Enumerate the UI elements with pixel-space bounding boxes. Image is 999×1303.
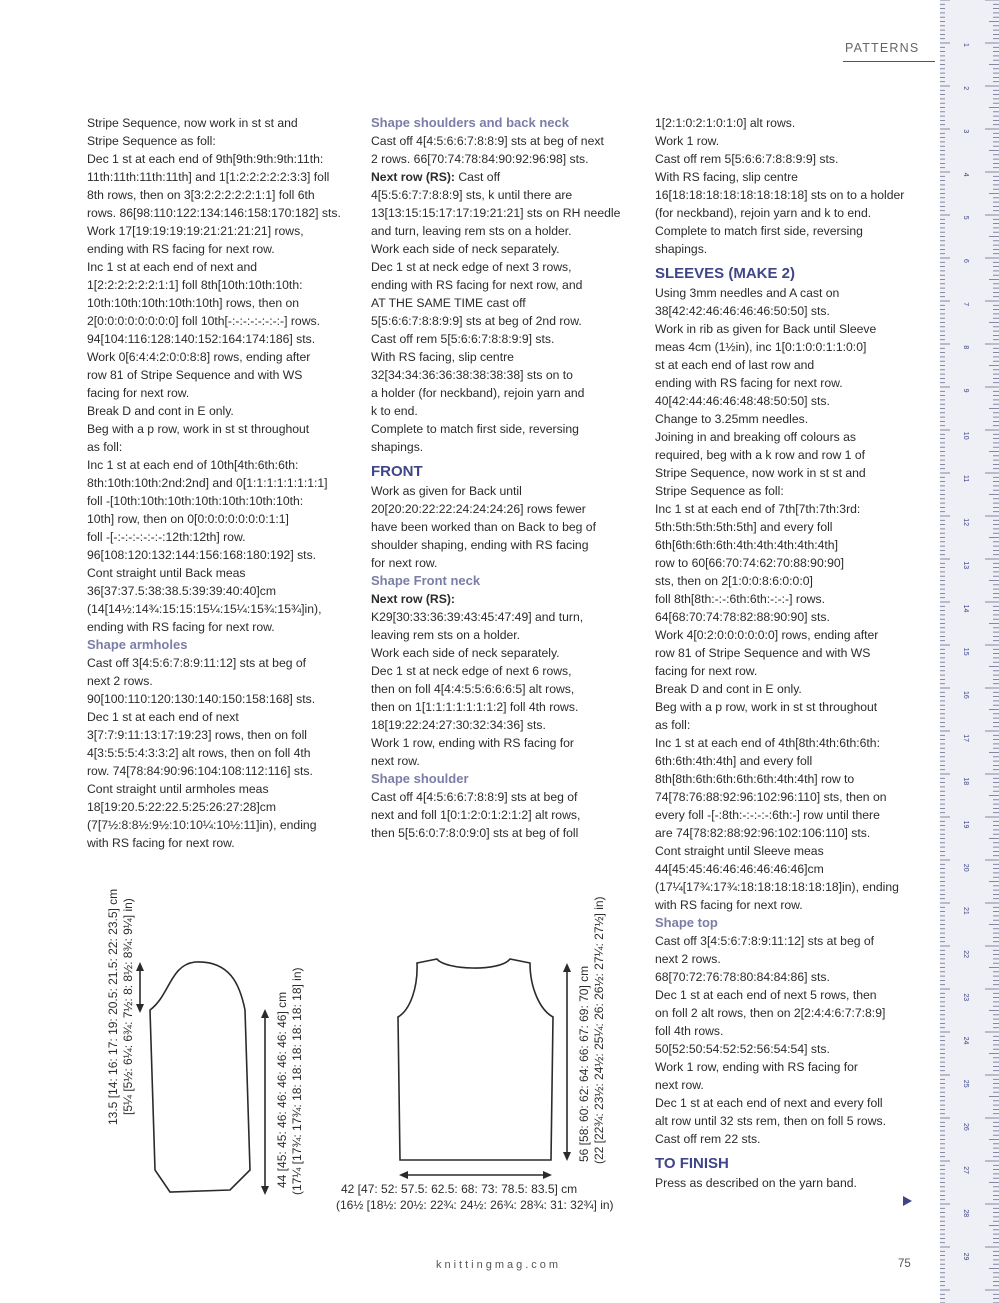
ruler-number: 20	[962, 863, 969, 872]
pattern-text-line: Break D and cont in E only.	[655, 682, 802, 696]
ruler-number: 25	[962, 1079, 969, 1088]
body-outline	[398, 959, 553, 1160]
pattern-text-line: 2 rows. 66[70:74:78:84:90:92:96:98] sts.	[371, 152, 589, 166]
ruler-number: 11	[962, 475, 969, 483]
pattern-text-line: rows. 86[98:110:122:134:146:158:170:182] sts.	[87, 206, 341, 220]
pattern-text-line: as foll:	[655, 718, 691, 732]
pattern-text-line: next 2 rows.	[655, 952, 721, 966]
pattern-text-line: ending with RS facing for next row, and	[371, 278, 583, 292]
pattern-text-line: 1[2:1:0:2:1:0:1:0] alt rows.	[655, 116, 796, 130]
ruler-number: 22	[962, 950, 969, 958]
pattern-text-line: (17¼[17¾:17¾:18:18:18:18:18:18]in), ending	[655, 880, 899, 894]
pattern-text-line	[371, 168, 636, 186]
pattern-text-line: Cast off rem 5[5:6:6:7:8:8:9:9] sts.	[371, 332, 555, 346]
pattern-text-line	[371, 590, 636, 608]
pattern-text-line: 50[52:50:54:52:52:56:54:54] sts.	[655, 1042, 830, 1056]
pattern-text-line: (7[7½:8:8½:9½:10:10¼:10½:11]in), ending	[87, 818, 317, 832]
pattern-text-line: on foll 2 alt rows, then on 2[2:4:4:6:7:7:8:9]	[655, 1006, 886, 1020]
pattern-text-line: K29[30:33:36:39:43:45:47:49] and turn,	[371, 610, 584, 624]
pattern-text-line: row 81 of Stripe Sequence and with WS	[655, 646, 871, 660]
pattern-text-line: then on 1[1:1:1:1:1:1:1:2] foll 4th rows.	[371, 700, 579, 714]
pattern-text-line: required, beg with a k row and row 1 of	[655, 448, 866, 462]
pattern-text-line: meas 4cm (1½in), inc 1[0:1:0:0:1:1:0:0]	[655, 340, 867, 354]
ruler-number: 3	[962, 129, 969, 134]
pattern-text-line: with RS facing for next row.	[655, 898, 803, 912]
sleeve-length-label-cm: 44 [45: 45: 46: 46: 46: 46: 46: 46] cm	[275, 991, 289, 1188]
ruler-number: 17	[962, 734, 969, 742]
pattern-text-line: With RS facing, slip centre	[371, 350, 514, 364]
pattern-text-line: Dec 1 st at neck edge of next 6 rows,	[371, 664, 572, 678]
pattern-text-line: Cast off 3[4:5:6:7:8:9:11:12] sts at beg of	[87, 656, 307, 670]
ruler-scale	[940, 0, 999, 1303]
ruler-number: 14	[962, 604, 969, 613]
pattern-text-line: Stripe Sequence as foll:	[87, 134, 216, 148]
pattern-text-line: Stripe Sequence, now work in st st and	[87, 116, 298, 130]
ruler-number: 5	[962, 215, 969, 220]
header-rule	[843, 61, 935, 62]
footer-url: knittingmag.com	[436, 1259, 562, 1271]
pattern-text-line: Cont straight until armholes meas	[87, 782, 269, 796]
pattern-text-line: 6th:6th:4th:4th] and every foll	[655, 754, 813, 768]
pattern-text-line: Work as given for Back until	[371, 484, 522, 498]
ruler-number: 12	[962, 518, 969, 526]
pattern-text-line: Work each side of neck separately.	[371, 242, 560, 256]
pattern-text-line: ending with RS facing for next row.	[87, 242, 275, 256]
pattern-text-line: 96[108:120:132:144:156:168:180:192] sts.	[87, 548, 317, 562]
pattern-text-line: facing for next row.	[87, 386, 190, 400]
pattern-text-line: Change to 3.25mm needles.	[655, 412, 809, 426]
ruler-number: 8	[962, 345, 969, 350]
pattern-text-line: Complete to match first side, reversing	[371, 422, 579, 436]
subsection-heading: Shape top	[655, 915, 718, 930]
pattern-text-line: Inc 1 st at each end of 10th[4th:6th:6th:	[87, 458, 299, 472]
pattern-text-line: 3[7:7:9:11:13:17:19:23] rows, then on foll	[87, 728, 307, 742]
pattern-text-line: next row.	[371, 754, 420, 768]
pattern-text-line: 32[34:34:36:36:38:38:38:38] sts on to	[371, 368, 573, 382]
pattern-text-line: shapings.	[655, 242, 708, 256]
sleeve-length-label-in: (17¼ [17¾: 17¾: 18: 18: 18: 18: 18: 18] in)	[290, 967, 304, 1195]
sleeve-diagram	[100, 870, 330, 1210]
ruler-number: 7	[962, 302, 969, 307]
pattern-text-line: 44[45:45:46:46:46:46:46:46]cm	[655, 862, 824, 876]
pattern-text-line: have been worked than on Back to beg of	[371, 520, 596, 534]
pattern-text-line: foll 8th[8th:-:-:6th:6th:-:-:-] rows.	[655, 592, 826, 606]
page-number: 75	[898, 1258, 911, 1270]
pattern-text-line: next 2 rows.	[87, 674, 153, 688]
ruler-number: 16	[962, 691, 969, 699]
pattern-text-line: 6th[6th:6th:6th:4th:4th:4th:4th:4th]	[655, 538, 838, 552]
pattern-text-line: foll 4th rows.	[655, 1024, 724, 1038]
pattern-text-line: Cast off 4[4:5:6:6:7:8:8:9] sts at beg of next	[371, 134, 604, 148]
pattern-text-line: Work 4[0:2:0:0:0:0:0:0] rows, ending after	[655, 628, 879, 642]
pattern-text-line: for next row.	[371, 556, 438, 570]
pattern-text-line: then on foll 4[4:4:5:5:6:6:6:5] alt rows,	[371, 682, 575, 696]
column-1	[87, 114, 352, 852]
pattern-text-line: foll -[-:-:-:-:-:-:-:12th:12th] row.	[87, 530, 246, 544]
ruler-number: 10	[962, 431, 969, 440]
ruler-number: 1	[962, 43, 969, 47]
pattern-text-line: Dec 1 st at neck edge of next 3 rows,	[371, 260, 572, 274]
pattern-text-line: Cast off 3[4:5:6:7:8:9:11:12] sts at beg of	[655, 934, 875, 948]
pattern-text-line: facing for next row.	[655, 664, 758, 678]
ruler-number: 26	[962, 1123, 969, 1131]
pattern-text-line: Work each side of neck separately.	[371, 646, 560, 660]
body-width-label-cm: 42 [47: 52: 57.5: 62.5: 68: 73: 78.5: 83.5] cm	[341, 1182, 578, 1196]
pattern-text-line: shapings.	[371, 440, 424, 454]
ruler-number: 18	[962, 777, 969, 786]
page-header-label: PATTERNS	[845, 41, 920, 55]
pattern-text-line: next row.	[655, 1078, 704, 1092]
bold-instruction: Next row (RS):	[371, 170, 455, 184]
sleeve-cap-label-in: [5¼ [5½: 6¼: 6¾: 7½: 8: 8½: 8¾: 9¼] in)	[121, 898, 135, 1115]
pattern-text-line: With RS facing, slip centre	[655, 170, 798, 184]
pattern-text-line: Beg with a p row, work in st st throughout	[655, 700, 878, 714]
pattern-text-line: Work 1 row.	[655, 134, 720, 148]
pattern-text-line: Using 3mm needles and A cast on	[655, 286, 840, 300]
pattern-text-line: Work in rib as given for Back until Sleeve	[655, 322, 877, 336]
pattern-text-line: 38[42:42:46:46:46:46:50:50] sts.	[655, 304, 830, 318]
pattern-text-line: 10th:10th:10th:10th:10th] rows, then on	[87, 296, 300, 310]
section-heading: TO FINISH	[655, 1155, 729, 1172]
pattern-text-line: Break D and cont in E only.	[87, 404, 234, 418]
pattern-text-line: (14[14½:14¾:15:15:15¼:15¼:15¾:15¾]in),	[87, 602, 322, 616]
pattern-text-line: a holder (for neckband), rejoin yarn and	[371, 386, 585, 400]
pattern-text-line: Cast off rem 5[5:6:6:7:8:8:9:9] sts.	[655, 152, 839, 166]
pattern-text-line: Work 17[19:19:19:19:21:21:21:21] rows,	[87, 224, 304, 238]
ruler-number: 23	[962, 993, 969, 1002]
pattern-text-line: Dec 1 st at each end of 9th[9th:9th:9th:11th:	[87, 152, 324, 166]
pattern-text-line: with RS facing for next row.	[87, 836, 235, 850]
bold-instruction: Next row (RS):	[371, 592, 455, 606]
subsection-heading: Shape armholes	[87, 637, 188, 652]
subsection-heading: Shape Front neck	[371, 573, 481, 588]
pattern-text-line: then 5[5:6:0:7:8:0:9:0] sts at beg of foll	[371, 826, 579, 840]
ruler-number: 29	[962, 1252, 969, 1261]
pattern-text-line: next and foll 1[0:1:2:0:1:2:1:2] alt rows,	[371, 808, 581, 822]
pattern-text-line: Joining in and breaking off colours as	[655, 430, 856, 444]
ruler-number: 6	[962, 259, 969, 263]
pattern-text-line: st at each end of last row and	[655, 358, 815, 372]
column-2	[371, 114, 636, 842]
subsection-heading: Shape shoulders and back neck	[371, 115, 569, 130]
pattern-text-line: leaving rem sts on a holder.	[371, 628, 521, 642]
ruler-number: 19	[962, 820, 969, 829]
ruler-number: 15	[962, 647, 969, 656]
sleeve-outline	[150, 962, 250, 1192]
pattern-text-line: row to 60[66:70:74:62:70:88:90:90]	[655, 556, 845, 570]
pattern-text-line: Press as described on the yarn band.	[655, 1176, 857, 1190]
pattern-text-line: Inc 1 st at each end of 4th[8th:4th:6th:6th:	[655, 736, 880, 750]
body-length-label-in: (22 [22¾: 23½: 24½: 25¼: 26: 26½: 27¼: 27½] in)	[592, 896, 606, 1164]
pattern-text-line: foll -[10th:10th:10th:10th:10th:10th:10th:	[87, 494, 304, 508]
body-diagram	[330, 870, 630, 1215]
pattern-text-line: Cast off 4[4:5:6:6:7:8:8:9] sts at beg of	[371, 790, 578, 804]
pattern-text-line: 18[19:20.5:22:22.5:25:26:27:28]cm	[87, 800, 277, 814]
continue-arrow-icon	[903, 1196, 912, 1206]
pattern-text-line: Dec 1 st at each end of next	[87, 710, 239, 724]
pattern-text-line: 64[68:70:74:78:82:88:90:90] sts.	[655, 610, 830, 624]
pattern-text-line: alt row until 32 sts rem, then on foll 5 rows.	[655, 1114, 886, 1128]
pattern-text-line: Work 1 row, ending with RS facing for	[655, 1060, 858, 1074]
pattern-text-line: 10th] row, then on 0[0:0:0:0:0:0:0:1:1]	[87, 512, 289, 526]
pattern-text-line: 8th:10th:10th:2nd:2nd] and 0[1:1:1:1:1:1:1:1]	[87, 476, 328, 490]
ruler-number: 28	[962, 1209, 969, 1218]
pattern-text-line: k to end.	[371, 404, 418, 418]
pattern-text-line: Inc 1 st at each end of 7th[7th:7th:3rd:	[655, 502, 861, 516]
pattern-text-line: AT THE SAME TIME cast off	[371, 296, 526, 310]
pattern-text-line: Stripe Sequence, now work in st st and	[655, 466, 866, 480]
ruler-number: 2	[962, 86, 969, 91]
pattern-text-line: Work 0[6:4:4:2:0:0:8:8] rows, ending after	[87, 350, 311, 364]
pattern-text-line: 4[3:5:5:5:4:3:3:2] alt rows, then on foll 4th	[87, 746, 311, 760]
pattern-text-line: Cont straight until Sleeve meas	[655, 844, 824, 858]
pattern-text-line: 90[100:110:120:130:140:150:158:168] sts.	[87, 692, 316, 706]
pattern-text-line: 20[20:20:22:22:24:24:24:26] rows fewer	[371, 502, 586, 516]
pattern-text-line: 40[42:44:46:46:48:48:50:50] sts.	[655, 394, 830, 408]
pattern-text-line: 13[13:15:15:17:17:19:21:21] sts on RH needle	[371, 206, 621, 220]
pattern-text-line: 8th rows, then on 3[3:2:2:2:2:2:1:1] foll 6th	[87, 188, 315, 202]
subsection-heading: Shape shoulder	[371, 771, 469, 786]
section-heading: SLEEVES (MAKE 2)	[655, 265, 796, 282]
pattern-text-line: (for neckband), rejoin yarn and k to end.	[655, 206, 872, 220]
body-length-label-cm: 56 [58: 60: 62: 64: 66: 67: 69: 70] cm	[577, 965, 591, 1162]
pattern-text-line: 1[2:2:2:2:2:2:1:1] foll 8th[10th:10th:10th:	[87, 278, 303, 292]
pattern-text-line: shoulder shaping, ending with RS facing	[371, 538, 589, 552]
pattern-text-line: 5th:5th:5th:5th:5th] and every foll	[655, 520, 833, 534]
pattern-text-line: 74[78:76:88:92:96:102:96:110] sts, then on	[655, 790, 887, 804]
sleeve-cap-label-cm: 13.5 [14: 16: 17: 19: 20.5: 21.5: 22: 23.5] cm	[106, 888, 120, 1125]
pattern-text-line: Stripe Sequence as foll:	[655, 484, 784, 498]
pattern-text-line: Cast off rem 22 sts.	[655, 1132, 761, 1146]
ruler-number: 27	[962, 1166, 969, 1174]
ruler-number: 24	[962, 1036, 969, 1045]
ruler-number: 21	[962, 907, 969, 915]
pattern-text-line: 18[19:22:24:27:30:32:34:36] sts.	[371, 718, 546, 732]
pattern-text-line: 68[70:72:76:78:80:84:84:86] sts.	[655, 970, 830, 984]
pattern-text-line: Dec 1 st at each end of next and every foll	[655, 1096, 883, 1110]
pattern-text-line: Dec 1 st at each end of next 5 rows, then	[655, 988, 877, 1002]
pattern-text-line: row 81 of Stripe Sequence and with WS	[87, 368, 303, 382]
pattern-text-line: are 74[78:82:88:92:96:102:106:110] sts.	[655, 826, 871, 840]
pattern-text-line: every foll -[-:8th:-:-:-:-:6th:-] row until there	[655, 808, 880, 822]
ruler-number: 4	[962, 172, 969, 177]
body-width-label-in: (16½ [18½: 20½: 22¾: 24½: 26¾: 28¾: 31: 32¾] in)	[336, 1198, 614, 1212]
pattern-text-line: and turn, leaving rem sts on a holder.	[371, 224, 572, 238]
pattern-text-line: ending with RS facing for next row.	[87, 620, 275, 634]
pattern-text-line: 5[5:6:6:7:8:8:9:9] sts at beg of 2nd row.	[371, 314, 582, 328]
pattern-text-line: row. 74[78:84:90:96:104:108:112:116] sts.	[87, 764, 313, 778]
ruler-number: 9	[962, 388, 969, 393]
pattern-text-line: 16[18:18:18:18:18:18:18:18] sts on to a holder	[655, 188, 905, 202]
pattern-text-line: 36[37:37.5:38:38.5:39:39:40:40]cm	[87, 584, 277, 598]
pattern-text-line: ending with RS facing for next row.	[655, 376, 843, 390]
ruler-number: 13	[962, 561, 969, 570]
pattern-text-line: Cont straight until Back meas	[87, 566, 246, 580]
pattern-text-line: Complete to match first side, reversing	[655, 224, 863, 238]
pattern-text-line: Beg with a p row, work in st st throughout	[87, 422, 310, 436]
instruction-text: Cast off	[454, 170, 501, 184]
pattern-text-line: 8th[8th:6th:6th:6th:6th:4th:4th] row to	[655, 772, 855, 786]
pattern-text-line: sts, then on 2[1:0:0:8:6:0:0:0]	[655, 574, 813, 588]
pattern-text-line: Work 1 row, ending with RS facing for	[371, 736, 574, 750]
measuring-ruler	[940, 0, 999, 1303]
pattern-text-line: Inc 1 st at each end of next and	[87, 260, 258, 274]
pattern-text-line: 11th:11th:11th:11th] and 1[1:2:2:2:2:2:3:3] foll	[87, 170, 330, 184]
pattern-text-line: as foll:	[87, 440, 123, 454]
pattern-text-line: 94[104:116:128:140:152:164:174:186] sts.	[87, 332, 316, 346]
column-3	[655, 114, 920, 1192]
pattern-text-line: 2[0:0:0:0:0:0:0:0] foll 10th[-:-:-:-:-:-:-:-] rows.	[87, 314, 320, 328]
section-heading: FRONT	[371, 463, 423, 480]
pattern-text-line: 4[5:5:6:7:7:8:8:9] sts, k until there are	[371, 188, 573, 202]
